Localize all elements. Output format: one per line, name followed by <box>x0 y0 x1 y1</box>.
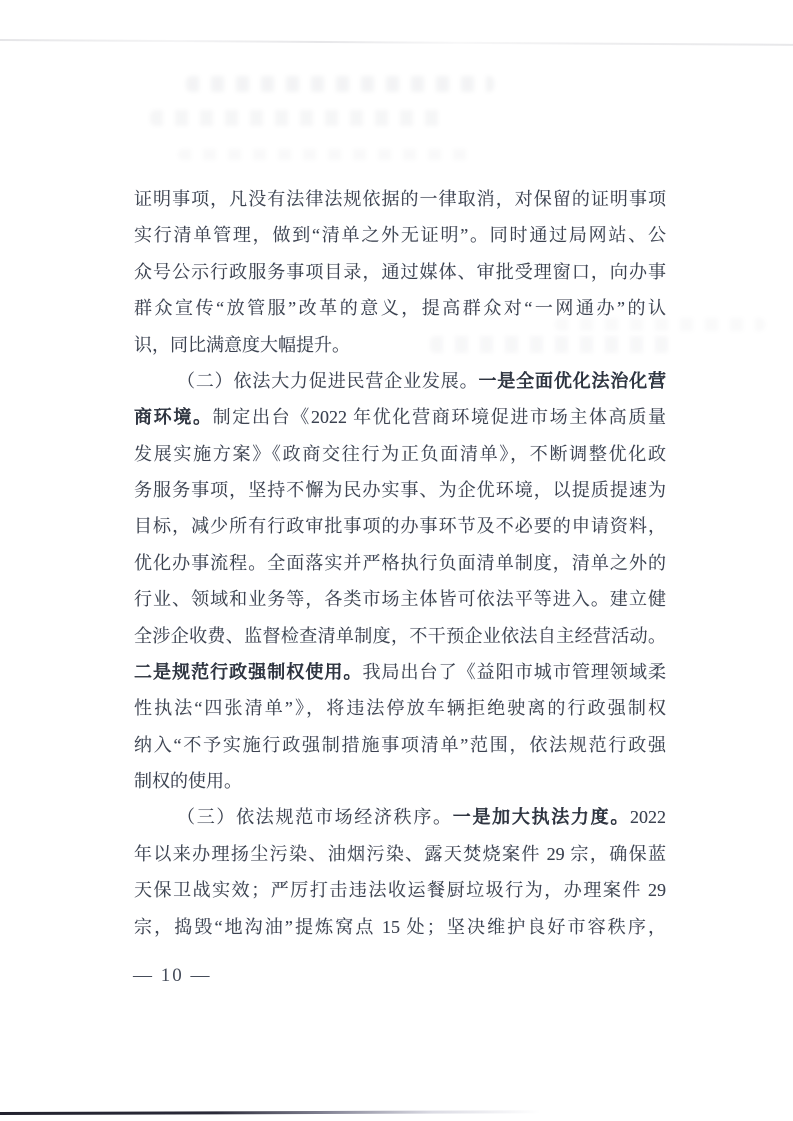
text-line <box>134 581 666 617</box>
body-text: 全涉企收费、监督检查清单制度，不干预企业依法自主经营活动。 <box>134 625 666 646</box>
page-number: — 10 — <box>133 965 212 986</box>
paragraph <box>134 181 666 363</box>
emphasis-text: 二是规范行政强制权使用。 <box>134 661 363 682</box>
body-text: 年以来办理扬尘污染、油烟污染、露天焚烧案件 29 宗，确保蓝 <box>134 843 666 864</box>
text-line <box>134 909 666 945</box>
text-line <box>134 363 666 399</box>
body-text: 纳入“不予实施行政强制措施事项清单”范围，依法规范行政强 <box>134 734 666 755</box>
text-line <box>134 872 666 908</box>
document-body <box>134 181 666 945</box>
body-text: 2022 <box>630 807 667 828</box>
bleedthrough-smudge <box>150 110 442 126</box>
text-line <box>134 799 666 835</box>
text-line <box>134 290 666 326</box>
emphasis-text: 一是加大执法力度。 <box>452 807 631 828</box>
body-text: 制定出台《2022 年优化营商环境促进市场主体高质量 <box>212 407 666 428</box>
body-text: 实行清单管理，做到“清单之外无证明”。同时通过局网站、公 <box>134 225 666 246</box>
text-line <box>134 327 666 363</box>
body-text: 宗，捣毁“地沟油”提炼窝点 15 处；坚决维护良好市容秩序， <box>134 916 666 937</box>
emphasis-text: 一是全面优化法治化营 <box>478 370 667 391</box>
body-text: 发展实施方案》《政商交往行为正负面清单》，不断调整优化政 <box>134 443 666 464</box>
paragraph <box>134 363 666 800</box>
body-text: （三）依法规范市场经济秩序。 <box>177 807 453 828</box>
scan-artifact-top-line <box>0 39 793 46</box>
body-text: 目标，减少所有行政审批事项的办事环节及不必要的申请资料， <box>134 516 666 537</box>
body-text: 行业、领域和业务等，各类市场主体皆可依法平等进入。建立健 <box>134 589 666 610</box>
body-text: 证明事项，凡没有法律法规依据的一律取消，对保留的证明事项 <box>134 189 666 209</box>
text-line <box>134 654 666 690</box>
body-text: 性执法“四张清单”》，将违法停放车辆拒绝驶离的行政强制权 <box>134 698 666 719</box>
text-line <box>134 545 666 581</box>
paragraph <box>134 799 666 945</box>
body-text: 识，同比满意度大幅提升。 <box>134 334 350 355</box>
text-line <box>134 690 666 726</box>
text-line <box>134 472 666 508</box>
text-line <box>134 836 666 872</box>
body-text: 务服务事项，坚持不懈为民办实事、为企优环境，以提质提速为 <box>134 480 666 500</box>
body-text: 优化办事流程。全面落实并严格执行负面清单制度，清单之外的 <box>134 552 666 573</box>
text-line <box>134 508 666 544</box>
text-line <box>134 399 666 435</box>
bleedthrough-smudge <box>186 76 494 92</box>
body-text: 众号公示行政服务事项目录，通过媒体、审批受理窗口，向办事 <box>134 261 666 282</box>
text-line <box>134 217 666 253</box>
body-text: （二）依法大力促进民营企业发展。 <box>177 370 479 391</box>
text-line <box>134 618 666 654</box>
body-text: 群众宣传“放管服”改革的意义，提高群众对“一网通办”的认 <box>134 298 666 319</box>
emphasis-text: 商环境。 <box>134 407 213 428</box>
body-text: 天保卫战实效；严厉打击违法收运餐厨垃圾行为，办理案件 29 <box>134 880 666 901</box>
text-line <box>134 763 666 799</box>
text-line <box>134 727 666 763</box>
text-line <box>134 254 666 290</box>
text-line <box>134 436 666 472</box>
body-text: 制权的使用。 <box>134 771 242 791</box>
text-line <box>134 181 666 217</box>
body-text: 我局出台了《益阳市城市管理领域柔 <box>362 661 667 682</box>
bleedthrough-smudge <box>178 149 478 160</box>
scan-artifact-bottom-edge <box>0 1110 540 1115</box>
